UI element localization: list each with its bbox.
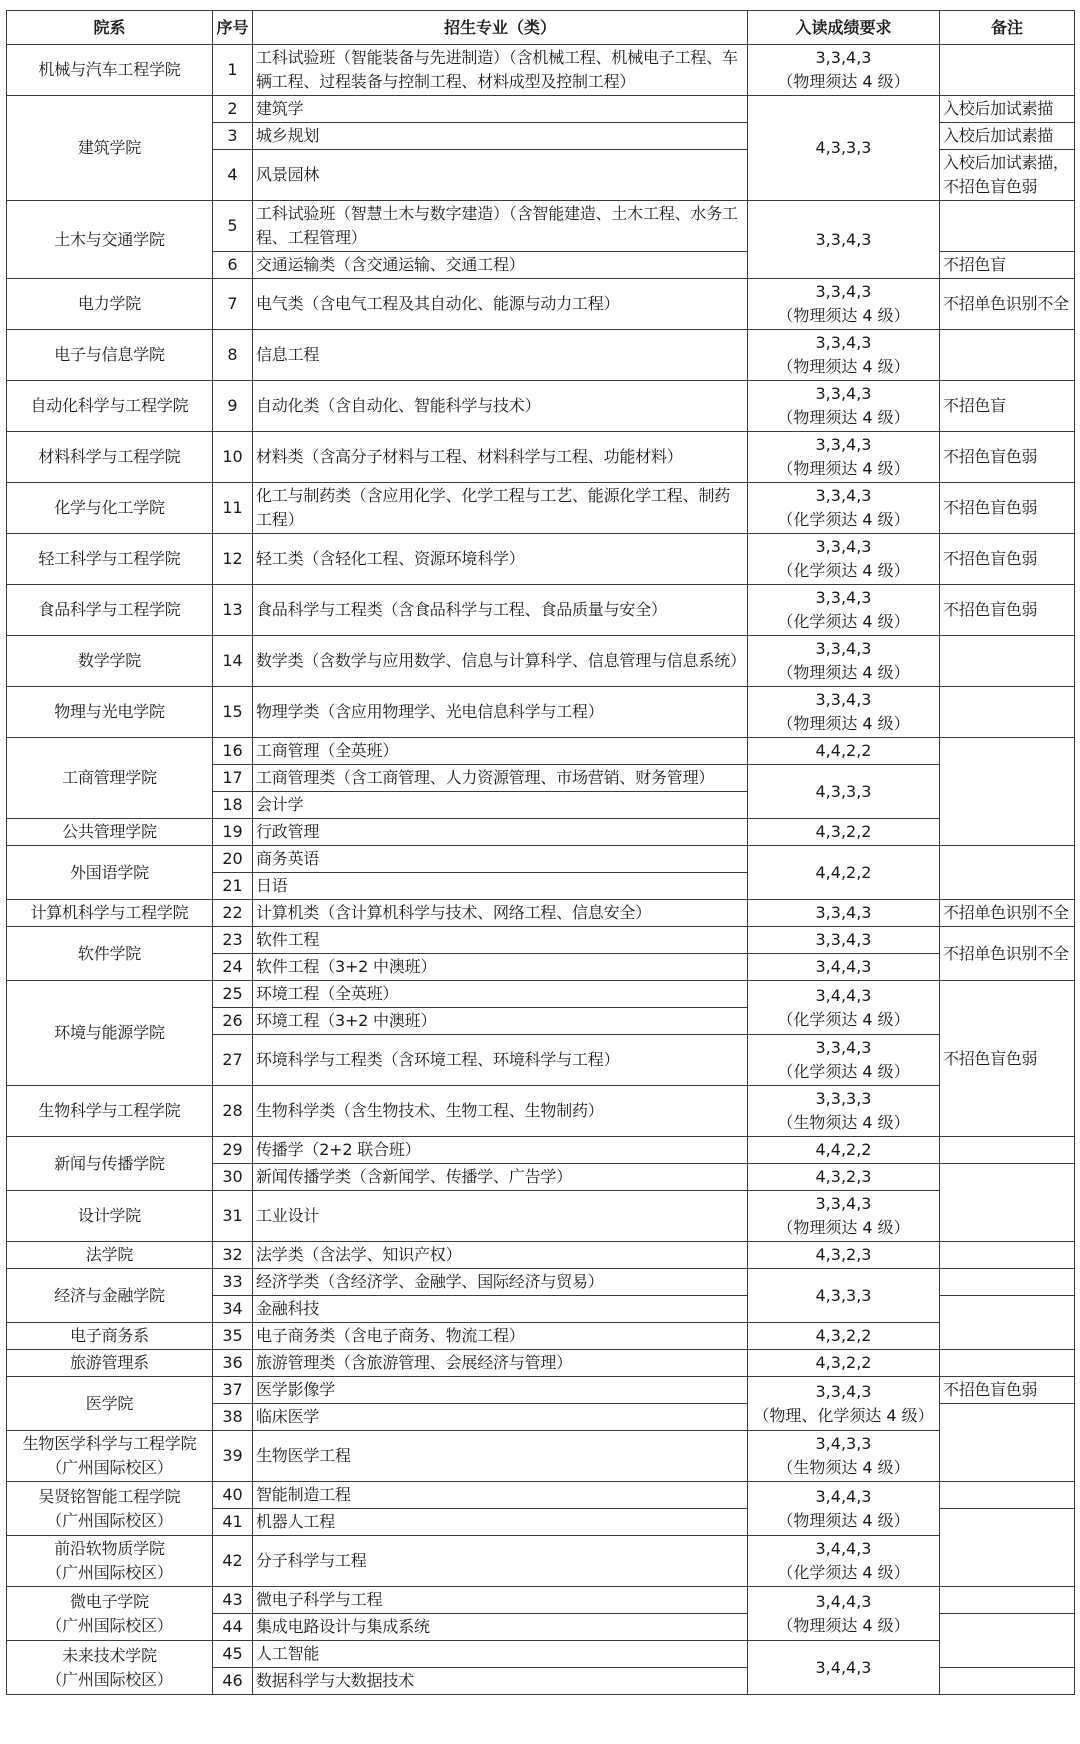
table-row bbox=[7, 1086, 1075, 1137]
cell-major: 集成电路设计与集成系统 bbox=[253, 1614, 748, 1641]
cell-no: 33 bbox=[213, 1269, 253, 1296]
cell-major: 建筑学 bbox=[253, 96, 748, 123]
cell-req: 4,3,2,2 bbox=[748, 819, 940, 846]
table-row bbox=[7, 738, 1075, 765]
table-row bbox=[7, 201, 1075, 252]
cell-no: 39 bbox=[213, 1431, 253, 1482]
cell-major: 临床医学 bbox=[253, 1404, 748, 1431]
table-row bbox=[7, 483, 1075, 534]
cell-req: 3,3,4,3 （物理须达 4 级） bbox=[748, 1191, 940, 1242]
cell-dept: 食品科学与工程学院 bbox=[7, 585, 213, 636]
cell-req: 3,4,4,3 （化学须达 4 级） bbox=[748, 981, 940, 1035]
cell-dept: 机械与汽车工程学院 bbox=[7, 45, 213, 96]
cell-dept: 公共管理学院 bbox=[7, 819, 213, 846]
cell-note: 入校后加试素描 bbox=[940, 96, 1075, 123]
cell-note: 不招色盲 bbox=[940, 252, 1075, 279]
cell-note: 不招单色识别不全 bbox=[940, 279, 1075, 330]
table-row bbox=[7, 927, 1075, 954]
cell-major: 电气类（含电气工程及其自动化、能源与动力工程） bbox=[253, 279, 748, 330]
cell-no: 9 bbox=[213, 381, 253, 432]
cell-no: 4 bbox=[213, 150, 253, 201]
cell-no: 24 bbox=[213, 954, 253, 981]
table-row bbox=[7, 846, 1075, 873]
cell-no: 28 bbox=[213, 1086, 253, 1137]
cell-major: 软件工程（3+2 中澳班） bbox=[253, 954, 748, 981]
cell-major: 环境工程（3+2 中澳班） bbox=[253, 1008, 748, 1035]
table-row bbox=[7, 687, 1075, 738]
cell-dept: 轻工科学与工程学院 bbox=[7, 534, 213, 585]
cell-major: 经济学类（含经济学、金融学、国际经济与贸易） bbox=[253, 1269, 748, 1296]
table-row bbox=[7, 45, 1075, 96]
cell-note bbox=[940, 45, 1075, 96]
cell-dept: 环境与能源学院 bbox=[7, 981, 213, 1086]
cell-major: 信息工程 bbox=[253, 330, 748, 381]
cell-dept: 吴贤铭智能工程学院 （广州国际校区） bbox=[7, 1482, 213, 1536]
header-row bbox=[7, 11, 1075, 45]
cell-no: 2 bbox=[213, 96, 253, 123]
cell-major: 风景园林 bbox=[253, 150, 748, 201]
cell-note bbox=[940, 636, 1075, 687]
cell-no: 17 bbox=[213, 765, 253, 792]
cell-req: 3,3,4,3 （物理须达 4 级） bbox=[748, 45, 940, 96]
cell-note bbox=[940, 1242, 1075, 1269]
cell-no: 8 bbox=[213, 330, 253, 381]
cell-no: 7 bbox=[213, 279, 253, 330]
cell-dept: 法学院 bbox=[7, 1242, 213, 1269]
cell-dept: 生物科学与工程学院 bbox=[7, 1086, 213, 1137]
cell-req: 4,3,3,3 bbox=[748, 765, 940, 819]
cell-note bbox=[940, 1587, 1075, 1614]
cell-req: 4,4,2,2 bbox=[748, 738, 940, 765]
cell-no: 6 bbox=[213, 252, 253, 279]
cell-note: 不招单色识别不全 bbox=[940, 900, 1075, 927]
cell-no: 5 bbox=[213, 201, 253, 252]
cell-dept: 数学学院 bbox=[7, 636, 213, 687]
table-row bbox=[7, 330, 1075, 381]
cell-major: 环境工程（全英班） bbox=[253, 981, 748, 1008]
cell-no: 23 bbox=[213, 927, 253, 954]
cell-dept: 计算机科学与工程学院 bbox=[7, 900, 213, 927]
cell-major: 城乡规划 bbox=[253, 123, 748, 150]
cell-req: 3,4,4,3 bbox=[748, 954, 940, 981]
cell-note bbox=[940, 330, 1075, 381]
cell-note bbox=[940, 1350, 1075, 1377]
cell-req: 3,3,3,3 （生物须达 4 级） bbox=[748, 1086, 940, 1137]
cell-no: 22 bbox=[213, 900, 253, 927]
cell-no: 21 bbox=[213, 873, 253, 900]
cell-note bbox=[940, 738, 1075, 846]
cell-major: 传播学（2+2 联合班） bbox=[253, 1137, 748, 1164]
table-row bbox=[7, 1641, 1075, 1668]
cell-major: 交通运输类（含交通运输、交通工程） bbox=[253, 252, 748, 279]
cell-major: 新闻传播学类（含新闻学、传播学、广告学） bbox=[253, 1164, 748, 1191]
cell-dept: 未来技术学院 （广州国际校区） bbox=[7, 1641, 213, 1695]
table-row bbox=[7, 96, 1075, 123]
table-row bbox=[7, 1482, 1075, 1509]
cell-req: 4,4,2,2 bbox=[748, 1137, 940, 1164]
cell-req: 3,3,4,3 （物理须达 4 级） bbox=[748, 636, 940, 687]
cell-note: 不招色盲色弱 bbox=[940, 585, 1075, 636]
cell-major: 数据科学与大数据技术 bbox=[253, 1668, 748, 1695]
cell-note bbox=[940, 201, 1075, 252]
cell-req: 3,3,4,3 bbox=[748, 927, 940, 954]
cell-req: 3,4,4,3 （化学须达 4 级） bbox=[748, 1536, 940, 1587]
cell-dept: 前沿软物质学院 （广州国际校区） bbox=[7, 1536, 213, 1587]
cell-no: 3 bbox=[213, 123, 253, 150]
cell-major: 金融科技 bbox=[253, 1296, 748, 1323]
table-row bbox=[7, 1431, 1075, 1482]
cell-dept: 设计学院 bbox=[7, 1191, 213, 1242]
cell-no: 35 bbox=[213, 1323, 253, 1350]
header-req: 入读成绩要求 bbox=[748, 11, 940, 45]
table-row bbox=[7, 636, 1075, 687]
cell-note: 不招色盲色弱 bbox=[940, 483, 1075, 534]
cell-req: 3,3,4,3 （化学须达 4 级） bbox=[748, 585, 940, 636]
cell-dept: 经济与金融学院 bbox=[7, 1269, 213, 1323]
cell-major: 工商管理类（含工商管理、人力资源管理、市场营销、财务管理） bbox=[253, 765, 748, 792]
cell-dept: 物理与光电学院 bbox=[7, 687, 213, 738]
cell-no: 16 bbox=[213, 738, 253, 765]
cell-note bbox=[940, 1482, 1075, 1509]
cell-major: 工商管理（全英班） bbox=[253, 738, 748, 765]
cell-note bbox=[940, 1404, 1075, 1482]
cell-major: 电子商务类（含电子商务、物流工程） bbox=[253, 1323, 748, 1350]
cell-major: 法学类（含法学、知识产权） bbox=[253, 1242, 748, 1269]
cell-note: 不招色盲色弱 bbox=[940, 534, 1075, 585]
cell-req: 3,4,4,3 bbox=[748, 1641, 940, 1695]
cell-major: 轻工类（含轻化工程、资源环境科学） bbox=[253, 534, 748, 585]
cell-dept: 工商管理学院 bbox=[7, 738, 213, 819]
cell-dept: 医学院 bbox=[7, 1377, 213, 1431]
cell-no: 13 bbox=[213, 585, 253, 636]
cell-major: 医学影像学 bbox=[253, 1377, 748, 1404]
cell-major: 生物医学工程 bbox=[253, 1431, 748, 1482]
cell-note bbox=[940, 1296, 1075, 1350]
cell-major: 会计学 bbox=[253, 792, 748, 819]
admission-table bbox=[6, 10, 1075, 1695]
cell-req: 4,3,2,2 bbox=[748, 1350, 940, 1377]
cell-dept: 新闻与传播学院 bbox=[7, 1137, 213, 1191]
cell-no: 29 bbox=[213, 1137, 253, 1164]
cell-no: 15 bbox=[213, 687, 253, 738]
cell-major: 生物科学类（含生物技术、生物工程、生物制药） bbox=[253, 1086, 748, 1137]
cell-note bbox=[940, 1614, 1075, 1668]
cell-no: 30 bbox=[213, 1164, 253, 1191]
cell-req: 3,3,4,3 （物理须达 4 级） bbox=[748, 381, 940, 432]
cell-no: 25 bbox=[213, 981, 253, 1008]
cell-no: 19 bbox=[213, 819, 253, 846]
cell-note bbox=[940, 1668, 1075, 1695]
cell-major: 智能制造工程 bbox=[253, 1482, 748, 1509]
cell-dept: 电子与信息学院 bbox=[7, 330, 213, 381]
cell-major: 分子科学与工程 bbox=[253, 1536, 748, 1587]
cell-req: 4,3,2,3 bbox=[748, 1242, 940, 1269]
table-row bbox=[7, 279, 1075, 330]
cell-no: 38 bbox=[213, 1404, 253, 1431]
table-row bbox=[7, 1377, 1075, 1404]
cell-major: 计算机类（含计算机科学与技术、网络工程、信息安全） bbox=[253, 900, 748, 927]
cell-dept: 土木与交通学院 bbox=[7, 201, 213, 279]
cell-req: 4,3,2,2 bbox=[748, 1323, 940, 1350]
cell-note: 不招色盲色弱 bbox=[940, 432, 1075, 483]
cell-req: 3,3,4,3 （物理须达 4 级） bbox=[748, 432, 940, 483]
cell-no: 10 bbox=[213, 432, 253, 483]
cell-no: 45 bbox=[213, 1641, 253, 1668]
cell-major: 旅游管理类（含旅游管理、会展经济与管理） bbox=[253, 1350, 748, 1377]
header-major: 招生专业（类） bbox=[253, 11, 748, 45]
table-row bbox=[7, 1350, 1075, 1377]
cell-req: 3,3,4,3 bbox=[748, 201, 940, 279]
cell-major: 数学类（含数学与应用数学、信息与计算科学、信息管理与信息系统） bbox=[253, 636, 748, 687]
cell-major: 工科试验班（智慧土木与数字建造）（含智能建造、土木工程、水务工程、工程管理） bbox=[253, 201, 748, 252]
cell-note: 入校后加试素描 bbox=[940, 123, 1075, 150]
cell-note: 入校后加试素描， 不招色盲色弱 bbox=[940, 150, 1075, 201]
header-note: 备注 bbox=[940, 11, 1075, 45]
cell-no: 20 bbox=[213, 846, 253, 873]
cell-no: 14 bbox=[213, 636, 253, 687]
cell-major: 软件工程 bbox=[253, 927, 748, 954]
cell-major: 商务英语 bbox=[253, 846, 748, 873]
cell-no: 11 bbox=[213, 483, 253, 534]
cell-req: 3,4,3,3 （生物须达 4 级） bbox=[748, 1431, 940, 1482]
header-no: 序号 bbox=[213, 11, 253, 45]
cell-dept: 微电子学院 （广州国际校区） bbox=[7, 1587, 213, 1641]
cell-no: 18 bbox=[213, 792, 253, 819]
cell-major: 食品科学与工程类（含食品科学与工程、食品质量与安全） bbox=[253, 585, 748, 636]
cell-dept: 生物医学科学与工程学院 （广州国际校区） bbox=[7, 1431, 213, 1482]
cell-req: 4,3,3,3 bbox=[748, 96, 940, 201]
header-dept: 院系 bbox=[7, 11, 213, 45]
cell-req: 4,4,2,2 bbox=[748, 846, 940, 900]
cell-note: 不招色盲色弱 bbox=[940, 981, 1075, 1137]
cell-note bbox=[940, 1137, 1075, 1164]
cell-no: 41 bbox=[213, 1509, 253, 1536]
cell-req: 3,3,4,3 （物理须达 4 级） bbox=[748, 687, 940, 738]
cell-no: 37 bbox=[213, 1377, 253, 1404]
cell-dept: 建筑学院 bbox=[7, 96, 213, 201]
cell-no: 36 bbox=[213, 1350, 253, 1377]
table-row bbox=[7, 1536, 1075, 1587]
cell-req: 3,3,4,3 （化学须达 4 级） bbox=[748, 534, 940, 585]
cell-major: 日语 bbox=[253, 873, 748, 900]
cell-no: 12 bbox=[213, 534, 253, 585]
cell-req: 3,4,4,3 （物理须达 4 级） bbox=[748, 1587, 940, 1641]
table-row bbox=[7, 900, 1075, 927]
table-body bbox=[7, 45, 1075, 1695]
cell-major: 行政管理 bbox=[253, 819, 748, 846]
cell-req: 3,3,4,3 （化学须达 4 级） bbox=[748, 1035, 940, 1086]
cell-no: 43 bbox=[213, 1587, 253, 1614]
cell-note: 不招单色识别不全 bbox=[940, 927, 1075, 981]
cell-major: 人工智能 bbox=[253, 1641, 748, 1668]
cell-dept: 外国语学院 bbox=[7, 846, 213, 900]
cell-note bbox=[940, 1164, 1075, 1242]
cell-req: 3,3,4,3 （物理须达 4 级） bbox=[748, 279, 940, 330]
cell-no: 46 bbox=[213, 1668, 253, 1695]
table-row bbox=[7, 981, 1075, 1008]
cell-dept: 旅游管理系 bbox=[7, 1350, 213, 1377]
cell-dept: 电力学院 bbox=[7, 279, 213, 330]
cell-dept: 材料科学与工程学院 bbox=[7, 432, 213, 483]
table-row bbox=[7, 381, 1075, 432]
cell-no: 27 bbox=[213, 1035, 253, 1086]
table-row bbox=[7, 1191, 1075, 1242]
cell-req: 3,3,4,3 （物理、化学须达 4 级） bbox=[748, 1377, 940, 1431]
table-row bbox=[7, 1323, 1075, 1350]
table-row bbox=[7, 819, 1075, 846]
table-row bbox=[7, 1269, 1075, 1296]
cell-no: 26 bbox=[213, 1008, 253, 1035]
cell-no: 44 bbox=[213, 1614, 253, 1641]
cell-req: 4,3,3,3 bbox=[748, 1269, 940, 1323]
cell-req: 3,3,4,3 （化学须达 4 级） bbox=[748, 483, 940, 534]
cell-note bbox=[940, 687, 1075, 738]
cell-dept: 电子商务系 bbox=[7, 1323, 213, 1350]
cell-note: 不招色盲 bbox=[940, 381, 1075, 432]
cell-no: 40 bbox=[213, 1482, 253, 1509]
table-row bbox=[7, 1137, 1075, 1164]
cell-major: 环境科学与工程类（含环境工程、环境科学与工程） bbox=[253, 1035, 748, 1086]
table-row bbox=[7, 585, 1075, 636]
cell-dept: 自动化科学与工程学院 bbox=[7, 381, 213, 432]
cell-major: 化工与制药类（含应用化学、化学工程与工艺、能源化学工程、制药工程） bbox=[253, 483, 748, 534]
cell-note bbox=[940, 1269, 1075, 1296]
cell-major: 机器人工程 bbox=[253, 1509, 748, 1536]
cell-req: 3,3,4,3 （物理须达 4 级） bbox=[748, 330, 940, 381]
cell-major: 物理学类（含应用物理学、光电信息科学与工程） bbox=[253, 687, 748, 738]
cell-note: 不招色盲色弱 bbox=[940, 1377, 1075, 1404]
cell-major: 自动化类（含自动化、智能科学与技术） bbox=[253, 381, 748, 432]
cell-dept: 软件学院 bbox=[7, 927, 213, 981]
table-row bbox=[7, 1587, 1075, 1614]
cell-note bbox=[940, 1509, 1075, 1587]
cell-note bbox=[940, 846, 1075, 900]
cell-no: 1 bbox=[213, 45, 253, 96]
cell-major: 工科试验班（智能装备与先进制造）（含机械工程、机械电子工程、车辆工程、过程装备与控制工程、材料成型及控制工程） bbox=[253, 45, 748, 96]
cell-major: 微电子科学与工程 bbox=[253, 1587, 748, 1614]
table-row bbox=[7, 432, 1075, 483]
cell-dept: 化学与化工学院 bbox=[7, 483, 213, 534]
cell-req: 3,3,4,3 bbox=[748, 900, 940, 927]
cell-no: 31 bbox=[213, 1191, 253, 1242]
table-row bbox=[7, 534, 1075, 585]
cell-req: 3,4,4,3 （物理须达 4 级） bbox=[748, 1482, 940, 1536]
cell-major: 材料类（含高分子材料与工程、材料科学与工程、功能材料） bbox=[253, 432, 748, 483]
cell-no: 32 bbox=[213, 1242, 253, 1269]
cell-req: 4,3,2,3 bbox=[748, 1164, 940, 1191]
cell-major: 工业设计 bbox=[253, 1191, 748, 1242]
table-row bbox=[7, 1242, 1075, 1269]
cell-no: 34 bbox=[213, 1296, 253, 1323]
cell-no: 42 bbox=[213, 1536, 253, 1587]
